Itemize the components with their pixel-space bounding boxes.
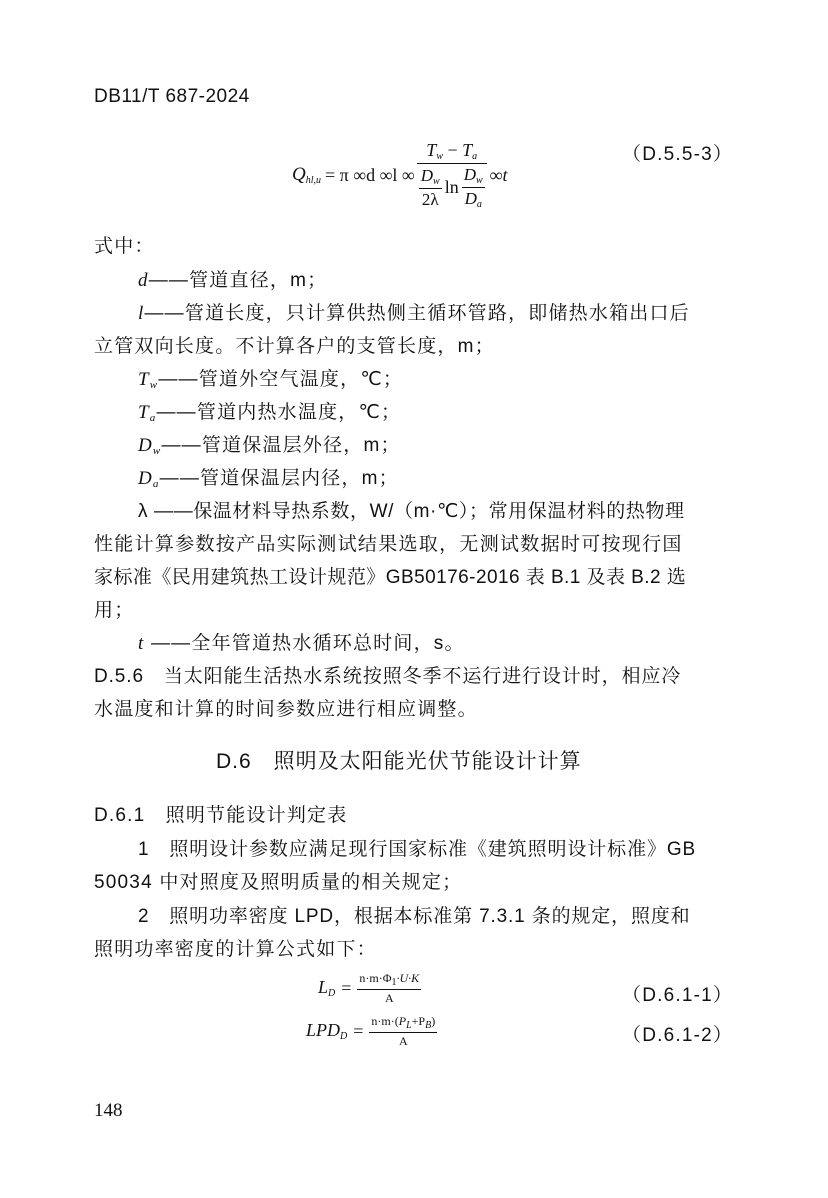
def-lambda-line4: 用；	[94, 600, 135, 621]
clause-d61-title: D.6.1 照明节能设计判定表	[94, 805, 348, 826]
def-tw: $T_w——$管道外空气温度，℃；	[138, 369, 404, 391]
def-lambda-line1: λ ——保温材料导热系数，W/（m·℃）；常用保温材料的热物理	[138, 501, 685, 522]
shizhong-label: 式中：	[94, 236, 155, 257]
clause-d56-line2: 水温度和计算的时间参数应进行相应调整。	[94, 699, 478, 720]
def-lambda-line3: 家标准《民用建筑热工设计规范》GB50176-2016 表 B.1 及表 B.2 选	[94, 567, 687, 588]
main-fraction: $T_w - T_a$ $\frac{D_w}{2\lambda}$ ln $\frac{D_w}{D_a}$	[417, 140, 487, 210]
def-l-line2: 立管双向长度。不计算各户的支管长度，m；	[94, 336, 495, 357]
def-d: d——管道直径，m；	[138, 270, 328, 291]
def-da: $D_a——$管道保温层内径，m；	[138, 468, 399, 490]
formula-d611: $L_D$ = $\frac{n\cdot m\cdot\Phi_1\cdot U\cdot K}{A}$	[318, 970, 420, 1005]
formula-d612: $LPD_D$ = $\frac{n\cdot m\cdot(P_L+P_B)}{A}$	[306, 1013, 436, 1048]
page-number: 148	[94, 1100, 123, 1121]
item1-line2: 50034 中对照度及照明质量的相关规定；	[94, 872, 463, 893]
item2-line1: 2 照明功率密度 LPD，根据本标准第 7.3.1 条的规定，照度和	[138, 906, 691, 927]
formula-d611-label: （D.6.1-1）	[622, 985, 734, 1006]
item1-line1: 1 照明设计参数应满足现行国家标准《建筑照明设计标准》GB	[138, 839, 697, 860]
item2-line2: 照明功率密度的计算公式如下：	[94, 939, 377, 960]
def-dw: $D_w——$管道保温层外径，m；	[138, 435, 401, 457]
formula-d553: $Q_{hl,u}$ = π ∞d ∞l ∞ $T_w - T_a$ $\frac{D_w}{2\lambda}$ ln $\frac{D_w}{D_a}$ ∞t	[292, 140, 508, 210]
section-heading-d6: D.6 照明及太阳能光伏节能设计计算	[216, 750, 582, 773]
def-l-line1: l——管道长度，只计算供热侧主循环管路，即储热水箱出口后	[138, 303, 690, 324]
def-lambda-line2: 性能计算参数按产品实际测试结果选取，无测试数据时可按现行国	[94, 534, 683, 555]
def-t: t ——全年管道热水循环总时间，s。	[138, 633, 465, 654]
clause-d56-line1: D.5.6 当太阳能生活热水系统按照冬季不运行进行设计时，相应冷	[94, 666, 682, 687]
def-ta: $T_a——$管道内热水温度，℃；	[138, 402, 402, 424]
formula-d553-label: （D.5.5-3）	[622, 144, 734, 165]
formula-d612-label: （D.6.1-2）	[622, 1025, 734, 1046]
document-code: DB11/T 687-2024	[94, 86, 250, 107]
